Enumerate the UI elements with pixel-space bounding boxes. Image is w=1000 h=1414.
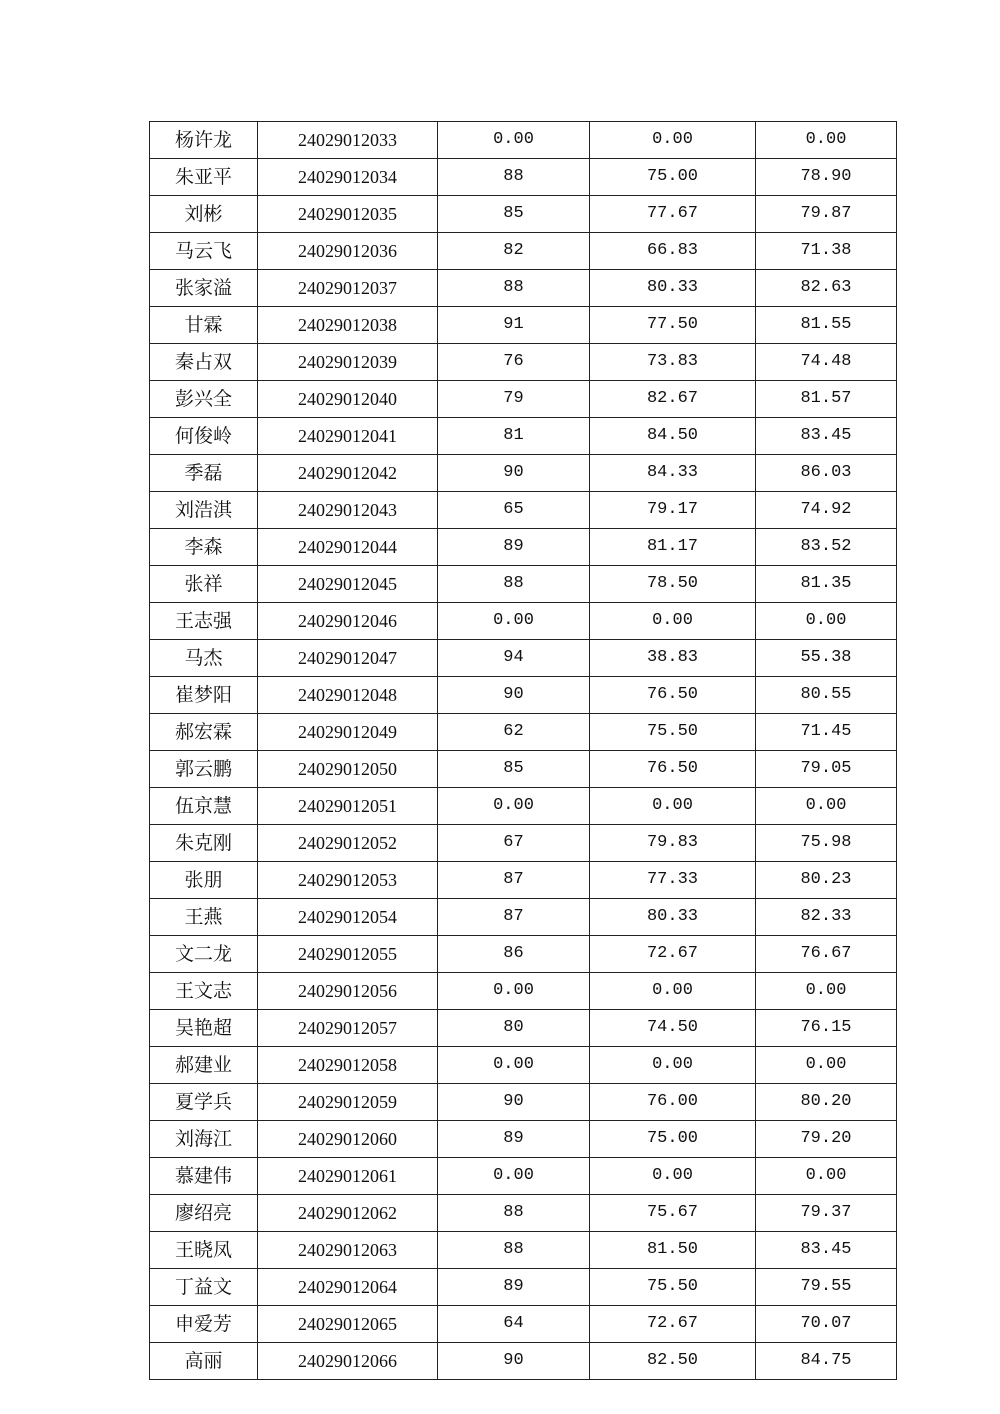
- score-2-cell: 0.00: [590, 1158, 756, 1195]
- score-2-cell: 0.00: [590, 788, 756, 825]
- candidate-name-cell: 王燕: [150, 899, 258, 936]
- score-3-cell: 80.20: [756, 1084, 897, 1121]
- candidate-name-cell: 何俊岭: [150, 418, 258, 455]
- candidate-name-cell: 刘彬: [150, 196, 258, 233]
- candidate-id-cell: 24029012057: [258, 1010, 438, 1047]
- score-2-cell: 66.83: [590, 233, 756, 270]
- table-row: [150, 825, 897, 862]
- score-1-cell: 88: [438, 1195, 590, 1232]
- table-row: [150, 677, 897, 714]
- candidate-id-cell: 24029012037: [258, 270, 438, 307]
- score-1-cell: 89: [438, 1121, 590, 1158]
- candidate-id-cell: 24029012041: [258, 418, 438, 455]
- score-3-cell: 74.48: [756, 344, 897, 381]
- candidate-name-cell: 李森: [150, 529, 258, 566]
- score-1-cell: 0.00: [438, 973, 590, 1010]
- score-1-cell: 91: [438, 307, 590, 344]
- candidate-name-cell: 张家溢: [150, 270, 258, 307]
- score-1-cell: 94: [438, 640, 590, 677]
- score-1-cell: 90: [438, 677, 590, 714]
- candidate-name-cell: 文二龙: [150, 936, 258, 973]
- score-3-cell: 79.37: [756, 1195, 897, 1232]
- candidate-name-cell: 王志强: [150, 603, 258, 640]
- candidate-id-cell: 24029012045: [258, 566, 438, 603]
- table-row: [150, 1195, 897, 1232]
- score-1-cell: 90: [438, 1084, 590, 1121]
- score-3-cell: 82.33: [756, 899, 897, 936]
- candidate-id-cell: 24029012061: [258, 1158, 438, 1195]
- score-1-cell: 79: [438, 381, 590, 418]
- score-2-cell: 72.67: [590, 936, 756, 973]
- table-row: [150, 603, 897, 640]
- table-row: [150, 1343, 897, 1380]
- score-3-cell: 82.63: [756, 270, 897, 307]
- table-row: [150, 196, 897, 233]
- score-2-cell: 76.50: [590, 751, 756, 788]
- score-3-cell: 0.00: [756, 1047, 897, 1084]
- table-row: [150, 1306, 897, 1343]
- candidate-name-cell: 杨许龙: [150, 122, 258, 159]
- score-3-cell: 71.38: [756, 233, 897, 270]
- candidate-name-cell: 崔梦阳: [150, 677, 258, 714]
- table-row: [150, 455, 897, 492]
- score-2-cell: 79.83: [590, 825, 756, 862]
- score-1-cell: 85: [438, 751, 590, 788]
- score-2-cell: 72.67: [590, 1306, 756, 1343]
- score-3-cell: 0.00: [756, 603, 897, 640]
- score-1-cell: 76: [438, 344, 590, 381]
- candidate-id-cell: 24029012066: [258, 1343, 438, 1380]
- score-2-cell: 77.67: [590, 196, 756, 233]
- score-3-cell: 76.67: [756, 936, 897, 973]
- score-3-cell: 86.03: [756, 455, 897, 492]
- candidate-name-cell: 季磊: [150, 455, 258, 492]
- score-2-cell: 84.33: [590, 455, 756, 492]
- score-2-cell: 82.50: [590, 1343, 756, 1380]
- score-1-cell: 85: [438, 196, 590, 233]
- candidate-id-cell: 24029012040: [258, 381, 438, 418]
- score-2-cell: 73.83: [590, 344, 756, 381]
- table-row: [150, 566, 897, 603]
- score-2-cell: 76.00: [590, 1084, 756, 1121]
- table-row: [150, 492, 897, 529]
- table-row: [150, 1158, 897, 1195]
- score-2-cell: 0.00: [590, 122, 756, 159]
- candidate-id-cell: 24029012065: [258, 1306, 438, 1343]
- candidate-name-cell: 甘霖: [150, 307, 258, 344]
- score-1-cell: 90: [438, 1343, 590, 1380]
- candidate-id-cell: 24029012047: [258, 640, 438, 677]
- candidate-id-cell: 24029012038: [258, 307, 438, 344]
- candidate-name-cell: 王晓凤: [150, 1232, 258, 1269]
- score-1-cell: 0.00: [438, 788, 590, 825]
- table-row: [150, 788, 897, 825]
- score-1-cell: 86: [438, 936, 590, 973]
- score-3-cell: 83.45: [756, 418, 897, 455]
- candidate-name-cell: 马云飞: [150, 233, 258, 270]
- score-3-cell: 81.55: [756, 307, 897, 344]
- table-row: [150, 936, 897, 973]
- score-2-cell: 82.67: [590, 381, 756, 418]
- candidate-name-cell: 朱亚平: [150, 159, 258, 196]
- candidate-name-cell: 夏学兵: [150, 1084, 258, 1121]
- table-row: [150, 529, 897, 566]
- table-row: [150, 899, 897, 936]
- score-3-cell: 74.92: [756, 492, 897, 529]
- score-3-cell: 83.52: [756, 529, 897, 566]
- table-row: [150, 640, 897, 677]
- score-2-cell: 77.50: [590, 307, 756, 344]
- candidate-name-cell: 郭云鹏: [150, 751, 258, 788]
- candidate-name-cell: 朱克刚: [150, 825, 258, 862]
- score-2-cell: 0.00: [590, 603, 756, 640]
- table-row: [150, 1121, 897, 1158]
- candidate-id-cell: 24029012043: [258, 492, 438, 529]
- score-1-cell: 88: [438, 566, 590, 603]
- score-table: [149, 121, 897, 1380]
- score-2-cell: 74.50: [590, 1010, 756, 1047]
- score-1-cell: 88: [438, 159, 590, 196]
- table-row: [150, 344, 897, 381]
- score-1-cell: 80: [438, 1010, 590, 1047]
- score-2-cell: 0.00: [590, 1047, 756, 1084]
- candidate-name-cell: 张祥: [150, 566, 258, 603]
- score-2-cell: 0.00: [590, 973, 756, 1010]
- candidate-id-cell: 24029012053: [258, 862, 438, 899]
- score-3-cell: 84.75: [756, 1343, 897, 1380]
- score-3-cell: 80.23: [756, 862, 897, 899]
- candidate-name-cell: 张朋: [150, 862, 258, 899]
- candidate-name-cell: 秦占双: [150, 344, 258, 381]
- candidate-name-cell: 刘浩淇: [150, 492, 258, 529]
- candidate-id-cell: 24029012055: [258, 936, 438, 973]
- score-3-cell: 79.55: [756, 1269, 897, 1306]
- score-2-cell: 80.33: [590, 270, 756, 307]
- candidate-name-cell: 慕建伟: [150, 1158, 258, 1195]
- candidate-name-cell: 马杰: [150, 640, 258, 677]
- score-2-cell: 78.50: [590, 566, 756, 603]
- candidate-id-cell: 24029012048: [258, 677, 438, 714]
- score-3-cell: 83.45: [756, 1232, 897, 1269]
- table-row: [150, 973, 897, 1010]
- score-1-cell: 0.00: [438, 603, 590, 640]
- score-2-cell: 81.17: [590, 529, 756, 566]
- candidate-id-cell: 24029012044: [258, 529, 438, 566]
- candidate-id-cell: 24029012046: [258, 603, 438, 640]
- table-row: [150, 862, 897, 899]
- score-3-cell: 71.45: [756, 714, 897, 751]
- table-row: [150, 307, 897, 344]
- candidate-name-cell: 高丽: [150, 1343, 258, 1380]
- score-1-cell: 88: [438, 1232, 590, 1269]
- table-row: [150, 381, 897, 418]
- candidate-id-cell: 24029012036: [258, 233, 438, 270]
- score-3-cell: 55.38: [756, 640, 897, 677]
- score-2-cell: 76.50: [590, 677, 756, 714]
- score-3-cell: 75.98: [756, 825, 897, 862]
- candidate-id-cell: 24029012042: [258, 455, 438, 492]
- score-1-cell: 0.00: [438, 122, 590, 159]
- score-3-cell: 70.07: [756, 1306, 897, 1343]
- score-3-cell: 81.57: [756, 381, 897, 418]
- candidate-id-cell: 24029012054: [258, 899, 438, 936]
- candidate-name-cell: 申爱芳: [150, 1306, 258, 1343]
- table-row: [150, 418, 897, 455]
- table-row: [150, 1010, 897, 1047]
- candidate-id-cell: 24029012051: [258, 788, 438, 825]
- score-1-cell: 62: [438, 714, 590, 751]
- candidate-name-cell: 刘海江: [150, 1121, 258, 1158]
- candidate-id-cell: 24029012060: [258, 1121, 438, 1158]
- score-3-cell: 0.00: [756, 788, 897, 825]
- score-3-cell: 79.20: [756, 1121, 897, 1158]
- table-row: [150, 270, 897, 307]
- candidate-name-cell: 郝建业: [150, 1047, 258, 1084]
- score-1-cell: 87: [438, 899, 590, 936]
- score-1-cell: 89: [438, 1269, 590, 1306]
- score-2-cell: 75.67: [590, 1195, 756, 1232]
- candidate-id-cell: 24029012058: [258, 1047, 438, 1084]
- score-2-cell: 80.33: [590, 899, 756, 936]
- candidate-name-cell: 吴艳超: [150, 1010, 258, 1047]
- score-2-cell: 75.50: [590, 1269, 756, 1306]
- candidate-name-cell: 伍京慧: [150, 788, 258, 825]
- candidate-name-cell: 廖绍亮: [150, 1195, 258, 1232]
- score-3-cell: 80.55: [756, 677, 897, 714]
- score-3-cell: 81.35: [756, 566, 897, 603]
- table-row: [150, 751, 897, 788]
- table-row: [150, 1269, 897, 1306]
- table-row: [150, 122, 897, 159]
- score-2-cell: 79.17: [590, 492, 756, 529]
- score-1-cell: 87: [438, 862, 590, 899]
- score-1-cell: 65: [438, 492, 590, 529]
- score-1-cell: 90: [438, 455, 590, 492]
- score-2-cell: 75.50: [590, 714, 756, 751]
- candidate-id-cell: 24029012062: [258, 1195, 438, 1232]
- score-2-cell: 77.33: [590, 862, 756, 899]
- candidate-id-cell: 24029012034: [258, 159, 438, 196]
- score-2-cell: 84.50: [590, 418, 756, 455]
- candidate-id-cell: 24029012039: [258, 344, 438, 381]
- candidate-name-cell: 郝宏霖: [150, 714, 258, 751]
- score-3-cell: 0.00: [756, 1158, 897, 1195]
- score-1-cell: 0.00: [438, 1158, 590, 1195]
- table-row: [150, 233, 897, 270]
- score-2-cell: 81.50: [590, 1232, 756, 1269]
- score-1-cell: 89: [438, 529, 590, 566]
- table-row: [150, 714, 897, 751]
- score-table-body: [150, 122, 897, 1380]
- score-3-cell: 79.05: [756, 751, 897, 788]
- score-1-cell: 82: [438, 233, 590, 270]
- score-3-cell: 0.00: [756, 973, 897, 1010]
- score-1-cell: 64: [438, 1306, 590, 1343]
- candidate-id-cell: 24029012063: [258, 1232, 438, 1269]
- score-1-cell: 0.00: [438, 1047, 590, 1084]
- table-row: [150, 1232, 897, 1269]
- score-1-cell: 67: [438, 825, 590, 862]
- candidate-id-cell: 24029012064: [258, 1269, 438, 1306]
- score-3-cell: 76.15: [756, 1010, 897, 1047]
- score-2-cell: 75.00: [590, 159, 756, 196]
- score-2-cell: 38.83: [590, 640, 756, 677]
- candidate-name-cell: 彭兴全: [150, 381, 258, 418]
- table-row: [150, 1084, 897, 1121]
- table-row: [150, 1047, 897, 1084]
- candidate-id-cell: 24029012059: [258, 1084, 438, 1121]
- candidate-id-cell: 24029012049: [258, 714, 438, 751]
- score-3-cell: 78.90: [756, 159, 897, 196]
- score-2-cell: 75.00: [590, 1121, 756, 1158]
- score-1-cell: 81: [438, 418, 590, 455]
- score-1-cell: 88: [438, 270, 590, 307]
- score-3-cell: 0.00: [756, 122, 897, 159]
- candidate-id-cell: 24029012052: [258, 825, 438, 862]
- candidate-id-cell: 24029012056: [258, 973, 438, 1010]
- candidate-id-cell: 24029012050: [258, 751, 438, 788]
- score-3-cell: 79.87: [756, 196, 897, 233]
- candidate-id-cell: 24029012035: [258, 196, 438, 233]
- candidate-id-cell: 24029012033: [258, 122, 438, 159]
- candidate-name-cell: 丁益文: [150, 1269, 258, 1306]
- candidate-name-cell: 王文志: [150, 973, 258, 1010]
- table-row: [150, 159, 897, 196]
